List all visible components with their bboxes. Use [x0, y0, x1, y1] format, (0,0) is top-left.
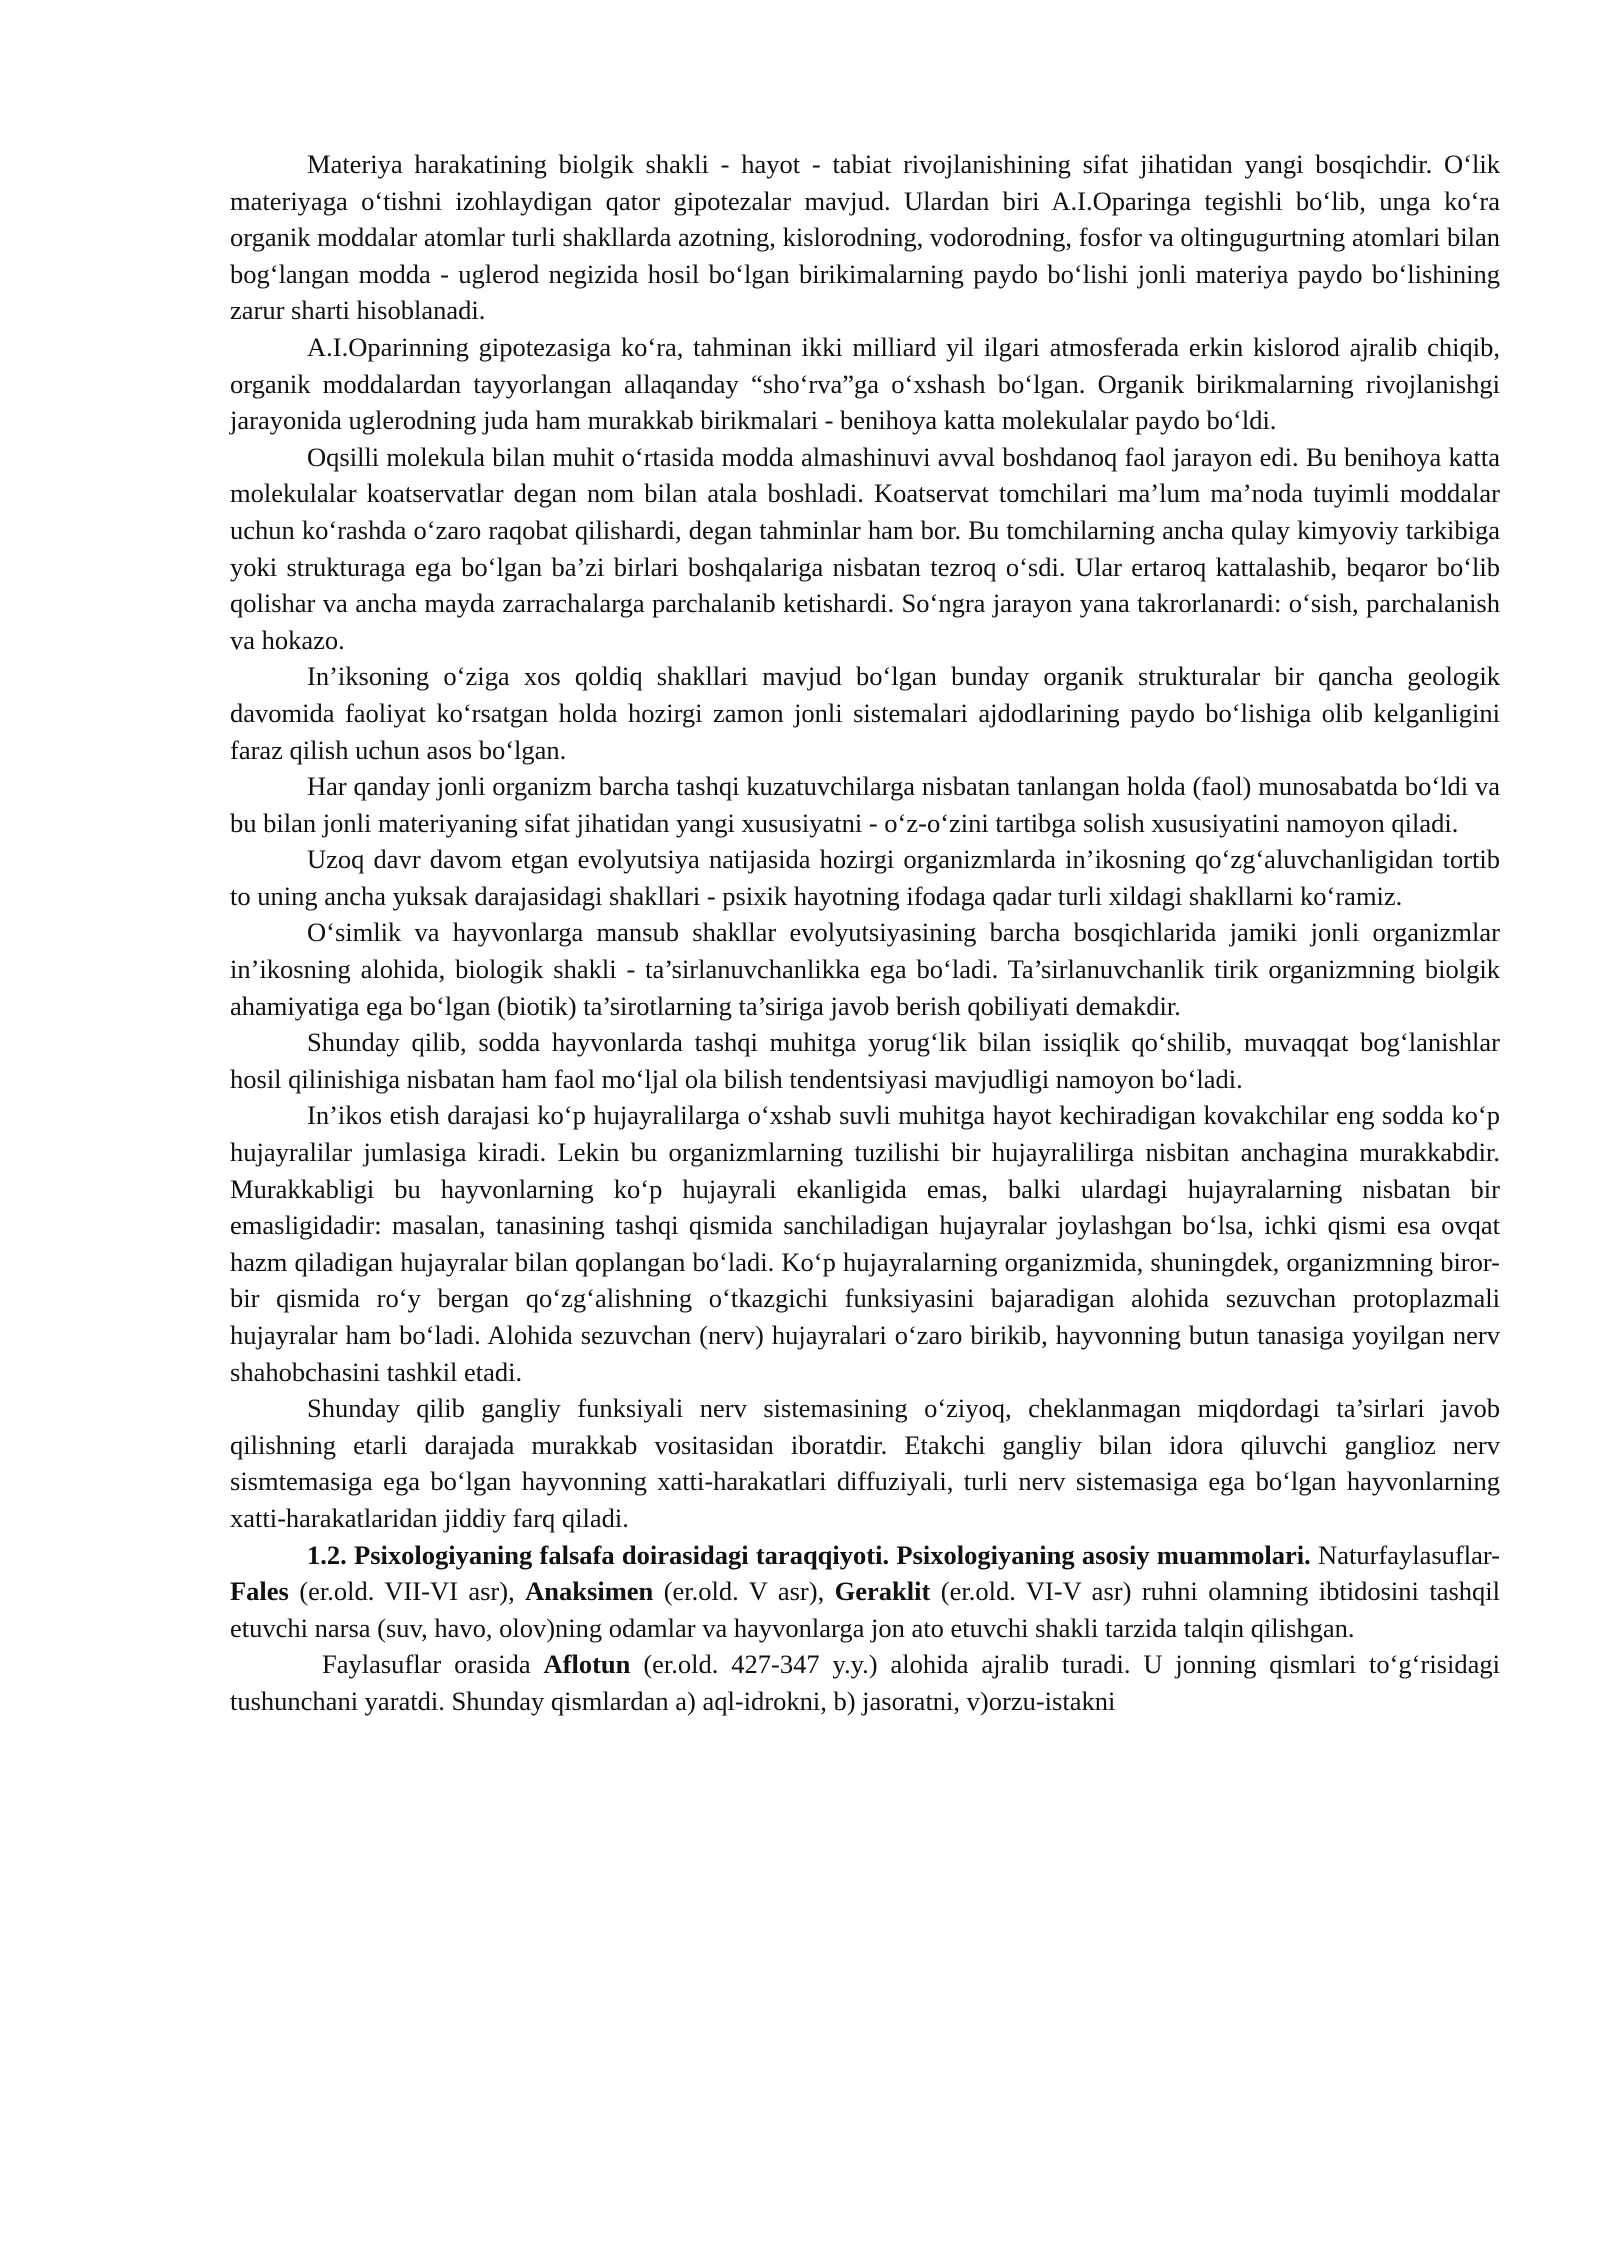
- section-text-1: Naturfaylasuflar-: [1310, 1539, 1500, 1570]
- section-paragraph: [230, 1537, 1500, 1647]
- philosopher-anaksimen: Anaksimen: [525, 1576, 654, 1607]
- last-text-2: (er.old. 427-347 y.y.) alohida ajralib turadi. U jonning qismlari to‘g‘risidagi tushunchani yaratdi. Shunday qismlardan a) aql-idrokni, b) jasoratni, v)orzu-istakni: [230, 1649, 1500, 1716]
- philosopher-fales: Fales: [230, 1576, 289, 1607]
- philosopher-aflotun: Aflotun: [543, 1649, 631, 1680]
- paragraph-7: O‘simlik va hayvonlarga mansub shakllar evolyutsiyasining barcha bosqichlarida jamiki jonli organizmlar in’ikosning alohida, biologik shakli - ta’sirlanuvchanlikka ega bo‘ladi. Ta’sirlanuvchanlik tirik organizmning biolgik ahamiyatiga ega bo‘lgan (biotik) ta’sirotlarning ta’siriga javob berish qobiliyati demakdir.: [230, 917, 1500, 1021]
- last-paragraph: [230, 1646, 1500, 1719]
- section-text-3: (er.old. V asr),: [653, 1576, 835, 1607]
- paragraph-5: Har qanday jonli organizm barcha tashqi kuzatuvchilarga nisbatan tanlangan holda (faol) munosabatda bo‘ldi va bu bilan jonli materiyaning sifat jihatidan yangi xususiyatni - o‘z-o‘zini tartibga solish xususiyatini namoyon qiladi.: [230, 771, 1500, 838]
- paragraph-6: Uzoq davr davom etgan evolyutsiya natijasida hozirgi organizmlarda in’ikosning qo‘zg‘aluvchanligidan tortib to uning ancha yuksak darajasidagi shakllari - psixik hayotning ifodaga qadar turli xildagi shakllarni ko‘ramiz.: [230, 844, 1500, 911]
- paragraph-10: Shunday qilib gangliy funksiyali nerv sistemasining o‘ziyoq, cheklanmagan miqdordagi ta’sirlari javob qilishning etarli darajada murakkab vositasidan iboratdir. Etakchi gangliy bilan idora qiluvchi ganglioz nerv sismtemasiga ega bo‘lgan hayvonning xatti-harakatlari diffuziyali, turli nerv sistemasiga ega bo‘lgan hayvonlarning xatti-harakatlaridan jiddiy farq qiladi.: [230, 1393, 1500, 1533]
- document-page: [230, 146, 1500, 1720]
- paragraph-1: Materiya harakatining biolgik shakli - hayot - tabiat rivojlanishining sifat jihatidan yangi bosqichdir. O‘lik materiyaga o‘tishni izohlaydigan qator gipotezalar mavjud. Ulardan biri A.I.Oparinga tegishli bo‘lib, unga ko‘ra organik moddalar atomlar turli shakllarda azotning, kislorodning, vodorodning, fosfor va oltingugurtning atomlari bilan bog‘langan modda - uglerod negizida hosil bo‘lgan birikimalarning paydo bo‘lishi jonli materiya paydo bo‘lishining zarur sharti hisoblanadi.: [230, 149, 1500, 326]
- paragraph-8: Shunday qilib, sodda hayvonlarda tashqi muhitga yorug‘lik bilan issiqlik qo‘shilib, muvaqqat bog‘lanishlar hosil qilinishiga nisbatan ham faol mo‘ljal ola bilish tendentsiyasi mavjudligi namoyon bo‘ladi.: [230, 1027, 1500, 1094]
- paragraph-4: In’iksoning o‘ziga xos qoldiq shakllari mavjud bo‘lgan bunday organik strukturalar bir qancha geologik davomida faoliyat ko‘rsatgan holda hozirgi zamon jonli sistemalari ajdodlarining paydo bo‘lishiga olib kelganligini faraz qilish uchun asos bo‘lgan.: [230, 661, 1500, 765]
- section-text-4: (er.old. VI-V asr) ruhni olamning ibtidosini tashqil etuvchi narsa (suv, havo, olov)ning odamlar va hayvonlarga jon ato etuvchi shakli tarzida talqin qilishgan.: [230, 1576, 1500, 1643]
- section-heading: 1.2. Psixologiyaning falsafa doirasidagi taraqqiyoti. Psixologiyaning asosiy muammolari.: [307, 1539, 1311, 1570]
- section-text-2: (er.old. VII-VI asr),: [288, 1576, 526, 1607]
- last-text-1: Faylasuflar orasida: [322, 1649, 544, 1680]
- paragraph-9: In’ikos etish darajasi ko‘p hujayralilarga o‘xshab suvli muhitga hayot kechiradigan kovakchilar eng sodda ko‘p hujayralilar jumlasiga kiradi. Lekin bu organizmlarning tuzilishi bir hujayralilirga nisbitan anchagina murakkabdir. Murakkabligi bu hayvonlarning ko‘p hujayrali ekanligida emas, balki ulardagi hujayralarning nisbatan bir emasligidadir: masalan, tanasining tashqi qismida sanchiladigan hujayralar joylashgan bo‘lsa, ichki qismi esa ovqat hazm qiladigan hujayralar bilan qoplangan bo‘ladi. Ko‘p hujayralarning organizmida, shuningdek, organizmning biror-bir qismida ro‘y bergan qo‘zg‘alishning o‘tkazgichi funksiyasini bajaradigan alohida sezuvchan protoplazmali hujayralar ham bo‘ladi. Alohida sezuvchan (nerv) hujayralari o‘zaro birikib, hayvonning butun tanasiga yoyilgan nerv shahobchasini tashkil etadi.: [230, 1100, 1500, 1387]
- paragraph-2: A.I.Oparinning gipotezasiga ko‘ra, tahminan ikki milliard yil ilgari atmosferada erkin kislorod ajralib chiqib, organik moddalardan tayyorlangan allaqanday “sho‘rva”ga o‘xshash bo‘lgan. Organik birikmalarning rivojlanishgi jarayonida uglerodning juda ham murakkab birikmalari - benihoya katta molekulalar paydo bo‘ldi.: [230, 331, 1500, 436]
- paragraph-3: Oqsilli molekula bilan muhit o‘rtasida modda almashinuvi avval boshdanoq faol jarayon edi. Bu benihoya katta molekulalar koatservatlar degan nom bilan atala boshladi. Koatservat tomchilari ma’lum ma’noda tuyimli moddalar uchun ko‘rashda o‘zaro raqobat qilishardi, degan tahminlar ham bor. Bu tomchilarning ancha qulay kimyoviy tarkibiga yoki strukturaga ega bo‘lgan ba’zi birlari boshqalariga nisbatan tezroq o‘sdi. Ular ertaroq kattalashib, beqaror bo‘lib qolishar va ancha mayda zarrachalarga parchalanib ketishardi. So‘ngra jarayon yana takrorlanardi: o‘sish, parchalanish va hokazo.: [230, 441, 1500, 655]
- philosopher-geraklit: Geraklit: [834, 1576, 931, 1607]
